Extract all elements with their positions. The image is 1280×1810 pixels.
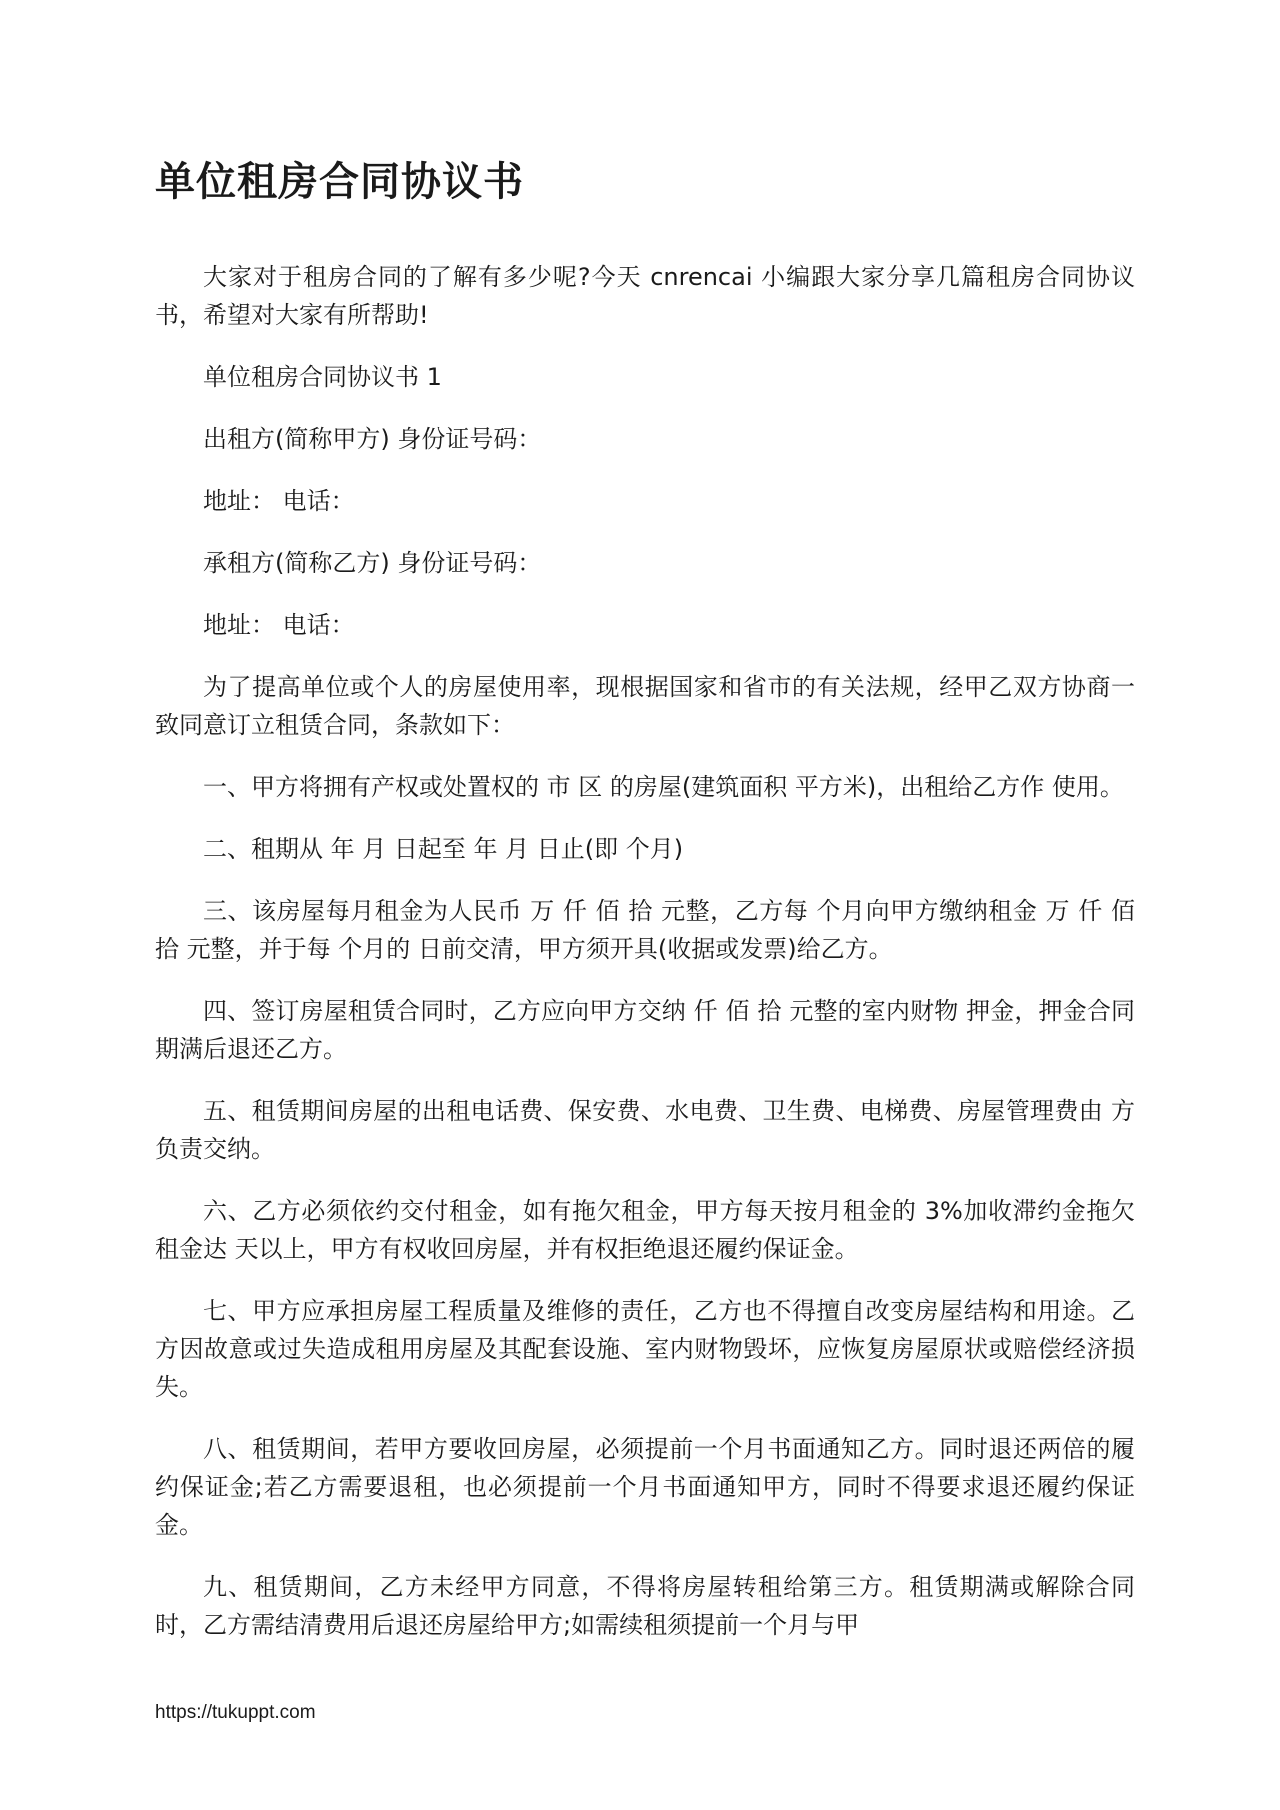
clause-4: 四、签订房屋租赁合同时，乙方应向甲方交纳 仟 佰 拾 元整的室内财物 押金，押金合同期满后退还乙方。: [155, 997, 1135, 1063]
clause-1: 一、甲方将拥有产权或处置权的 市 区 的房屋(建筑面积 平方米)，出租给乙方作 使用。: [203, 773, 1124, 801]
intro-paragraph: 大家对于租房合同的了解有多少呢?今天 cnrencai 小编跟大家分享几篇租房合同协议书，希望对大家有所帮助!: [155, 263, 1135, 329]
preamble-paragraph: 为了提高单位或个人的房屋使用率，现根据国家和省市的有关法规，经甲乙双方协商一致同意订立租赁合同，条款如下：: [155, 673, 1135, 739]
lessor-address-line: 地址： 电话：: [203, 487, 355, 515]
clause-2: 二、租期从 年 月 日起至 年 月 日止(即 个月): [203, 835, 684, 863]
section-heading: 单位租房合同协议书 1: [203, 363, 442, 391]
lessee-line: 承租方(简称乙方) 身份证号码：: [203, 549, 542, 577]
footer-url: https://tukuppt.com: [155, 1702, 316, 1723]
clause-9: 九、租赁期间，乙方未经甲方同意，不得将房屋转租给第三方。租赁期满或解除合同时，乙方需结清费用后退还房屋给甲方;如需续租须提前一个月与甲: [155, 1573, 1135, 1639]
clause-6: 六、乙方必须依约交付租金，如有拖欠租金，甲方每天按月租金的 3%加收滞约金拖欠租金达 天以上，甲方有权收回房屋，并有权拒绝退还履约保证金。: [155, 1197, 1135, 1263]
clause-8: 八、租赁期间，若甲方要收回房屋，必须提前一个月书面通知乙方。同时退还两倍的履约保证金;若乙方需要退租，也必须提前一个月书面通知甲方，同时不得要求退还履约保证金。: [155, 1435, 1135, 1539]
page-title: 单位租房合同协议书: [155, 158, 524, 205]
clause-3: 三、该房屋每月租金为人民币 万 仟 佰 拾 元整，乙方每 个月向甲方缴纳租金 万 仟 佰 拾 元整，并于每 个月的 日前交清，甲方须开具(收据或发票)给乙方。: [155, 897, 1135, 963]
lessor-line: 出租方(简称甲方) 身份证号码：: [203, 425, 542, 453]
clause-7: 七、甲方应承担房屋工程质量及维修的责任，乙方也不得擅自改变房屋结构和用途。乙方因故意或过失造成租用房屋及其配套设施、室内财物毁坏，应恢复房屋原状或赔偿经济损失。: [155, 1297, 1135, 1401]
lessee-address-line: 地址： 电话：: [203, 611, 355, 639]
clause-5: 五、租赁期间房屋的出租电话费、保安费、水电费、卫生费、电梯费、房屋管理费由 方负责交纳。: [155, 1097, 1135, 1163]
document-body: [155, 258, 1135, 1668]
